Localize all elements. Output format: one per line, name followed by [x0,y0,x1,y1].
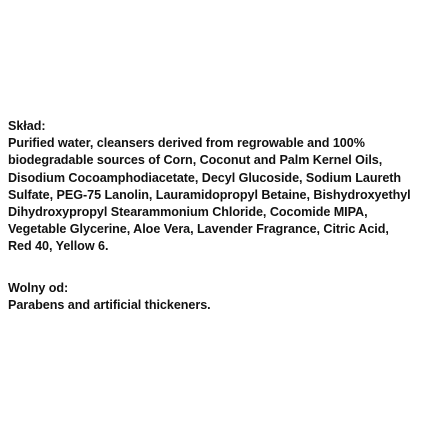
ingredients-line: Disodium Cocoamphodiacetate, Decyl Glucoside, Sodium Laureth [8,170,402,185]
ingredients-line: Dihydroxypropyl Stearammonium Chloride, Cocomide MIPA, [8,205,368,220]
ingredients-line: biodegradable sources of Corn, Coconut and Palm Kernel Oils, [8,153,383,168]
ingredients-line: Purified water, cleansers derived from regrowable and 100% [8,136,365,151]
ingredients-line: Red 40, Yellow 6. [8,239,109,254]
ingredients-heading: Skład: [8,119,46,133]
free-from-section [8,280,426,314]
free-from-list [8,297,426,314]
ingredients-list [8,135,426,255]
free-from-line: Parabens and artificial thickeners. [8,298,211,313]
ingredients-line: Sulfate, PEG-75 Lanolin, Lauramidopropyl Betaine, Bishydroxyethyl [8,187,411,202]
ingredients-line: Vegetable Glycerine, Aloe Vera, Lavender Fragrance, Citric Acid, [8,222,389,237]
ingredients-section [8,118,426,256]
free-from-heading: Wolny od: [8,281,69,295]
